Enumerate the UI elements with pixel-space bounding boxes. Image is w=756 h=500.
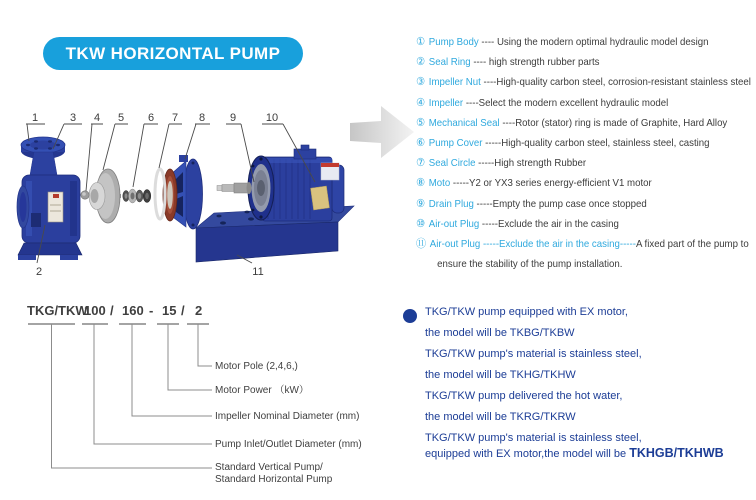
part-name: Drain Plug bbox=[428, 197, 474, 210]
callout-3: 3 bbox=[69, 112, 77, 124]
arrow-right-icon bbox=[350, 106, 414, 158]
part-desc: ----High-quality carbon steel, corrosion-resistant stainless steel bbox=[480, 76, 751, 89]
label-pump-type-2: Standard Horizontal Pump bbox=[215, 474, 333, 485]
model-segment-pole: 2 bbox=[195, 303, 203, 318]
model-segment-impeller: 160 bbox=[122, 303, 144, 318]
impeller bbox=[89, 169, 120, 223]
variant-line: TKG/TKW pump's material is stainless steel, bbox=[425, 348, 642, 360]
callout-2: 2 bbox=[35, 266, 43, 278]
part-number-badge: ⑧ bbox=[416, 177, 426, 190]
part-item-4 bbox=[416, 97, 756, 110]
part-name: Impeller Nut bbox=[428, 76, 481, 89]
part-item-6 bbox=[416, 137, 756, 150]
pump-cover bbox=[163, 155, 203, 229]
part-item-1 bbox=[416, 36, 756, 49]
title-banner bbox=[43, 37, 303, 70]
part-item-10 bbox=[416, 218, 756, 231]
callout-10: 10 bbox=[265, 112, 279, 124]
pump-body bbox=[17, 137, 82, 260]
part-number-badge: ⑤ bbox=[416, 116, 426, 129]
variant-line: TKG/TKW pump's material is stainless steel, bbox=[425, 432, 642, 444]
variant-line: the model will be TKBG/TKBW bbox=[425, 327, 575, 339]
variant-model-highlight: TKHGB/TKHWB bbox=[629, 446, 724, 460]
label-pump-type-1: Standard Vertical Pump/ bbox=[215, 462, 323, 473]
page-title: TKW HORIZONTAL PUMP bbox=[65, 43, 281, 63]
callout-6: 6 bbox=[147, 112, 155, 124]
part-number-badge: ⑥ bbox=[416, 137, 426, 150]
nameplate-sticker bbox=[311, 186, 330, 210]
callout-1: 1 bbox=[31, 112, 39, 124]
label-motor-power: Motor Power （kW） bbox=[215, 385, 309, 396]
label-inlet-outlet-diameter: Pump Inlet/Outlet Diameter (mm) bbox=[215, 439, 362, 450]
model-segment-power: 15 bbox=[162, 303, 177, 318]
part-desc: -----Empty the pump case once stopped bbox=[473, 197, 647, 210]
part-number-badge: ⑩ bbox=[416, 217, 426, 230]
part-desc: -----High-quality carbon steel, stainless steel, casting bbox=[482, 137, 710, 150]
seal-circle bbox=[155, 169, 165, 219]
model-code-diagram bbox=[18, 298, 408, 498]
part-number-badge: ⑨ bbox=[416, 197, 426, 210]
impeller-nut bbox=[81, 191, 89, 199]
part-name: Air-out Plug -----Exclude the air in the casing----- bbox=[429, 238, 636, 251]
variant-line-prefix: equipped with EX motor,the model will be bbox=[425, 448, 630, 460]
callout-8: 8 bbox=[198, 112, 206, 124]
drain-plug-area bbox=[31, 213, 41, 227]
part-number-badge: ⑦ bbox=[416, 157, 426, 170]
model-separator: / bbox=[110, 303, 114, 318]
variant-line: TKG/TKW pump delivered the hot water, bbox=[425, 390, 623, 402]
part-item-3 bbox=[416, 76, 756, 89]
part-item-11 bbox=[416, 238, 756, 251]
mechanical-seal bbox=[116, 189, 151, 203]
part-desc: -----Y2 or YX3 series energy-efficient V1 motor bbox=[450, 177, 652, 190]
part-desc: ----Rotor (stator) ring is made of Graphite, Hard Alloy bbox=[499, 116, 728, 129]
shaft bbox=[217, 182, 252, 194]
label-motor-pole: Motor Pole (2,4,6,) bbox=[215, 361, 298, 372]
part-name: Impeller bbox=[428, 96, 464, 109]
motor bbox=[248, 145, 344, 221]
model-separator: - bbox=[149, 303, 154, 318]
part-name: Pump Body bbox=[428, 36, 479, 48]
variant-line: TKG/TKW pump equipped with EX motor, bbox=[425, 306, 628, 318]
bullet-icon bbox=[403, 309, 417, 323]
callout-7: 7 bbox=[171, 112, 179, 124]
part-number-badge: ③ bbox=[416, 76, 426, 89]
model-separator: / bbox=[181, 303, 185, 318]
label-impeller-diameter: Impeller Nominal Diameter (mm) bbox=[215, 411, 360, 422]
part-number-badge: ① bbox=[416, 36, 426, 48]
pump-feet bbox=[18, 243, 82, 255]
part-number-badge: ⑪ bbox=[416, 238, 427, 251]
variant-line: the model will be TKHG/TKHW bbox=[425, 369, 576, 381]
part-name: Air-out Plug bbox=[428, 217, 480, 230]
callout-11: 11 bbox=[252, 266, 264, 278]
part-item-11-line2: ensure the stability of the pump installation. bbox=[437, 258, 623, 271]
part-name: Mechanical Seal bbox=[428, 116, 500, 129]
callout-5: 5 bbox=[117, 112, 125, 124]
part-item-2 bbox=[416, 56, 756, 69]
part-name: Moto bbox=[428, 177, 451, 190]
model-segment-series: TKG/TKW bbox=[27, 303, 88, 318]
part-item-5 bbox=[416, 117, 756, 130]
part-desc: -----High strength Rubber bbox=[475, 157, 587, 170]
part-desc: A fixed part of the pump to bbox=[635, 238, 749, 251]
part-name: Seal Circle bbox=[428, 157, 476, 170]
part-item-8 bbox=[416, 177, 756, 190]
part-number-badge: ④ bbox=[416, 96, 426, 109]
part-desc: -----Exclude the air in the casing bbox=[479, 217, 619, 230]
part-name: Pump Cover bbox=[428, 137, 483, 150]
callout-9: 9 bbox=[229, 112, 237, 124]
model-variants bbox=[400, 306, 756, 469]
part-desc: ---- high strength rubber parts bbox=[470, 56, 600, 69]
part-item-7 bbox=[416, 157, 756, 170]
callout-4: 4 bbox=[93, 112, 101, 124]
model-segment-inlet: 100 bbox=[84, 303, 106, 318]
part-name: Seal Ring bbox=[428, 56, 471, 69]
part-desc: ---- Using the modern optimal hydraulic model design bbox=[478, 36, 709, 48]
part-desc: ----Select the modern excellent hydraulic model bbox=[463, 96, 669, 109]
variant-line-highlight bbox=[425, 447, 756, 461]
parts-list bbox=[416, 36, 756, 271]
part-number-badge: ② bbox=[416, 56, 426, 69]
pump-exploded-diagram bbox=[10, 95, 420, 285]
variant-line: the model will be TKRG/TKRW bbox=[425, 411, 576, 423]
part-item-9 bbox=[416, 198, 756, 211]
